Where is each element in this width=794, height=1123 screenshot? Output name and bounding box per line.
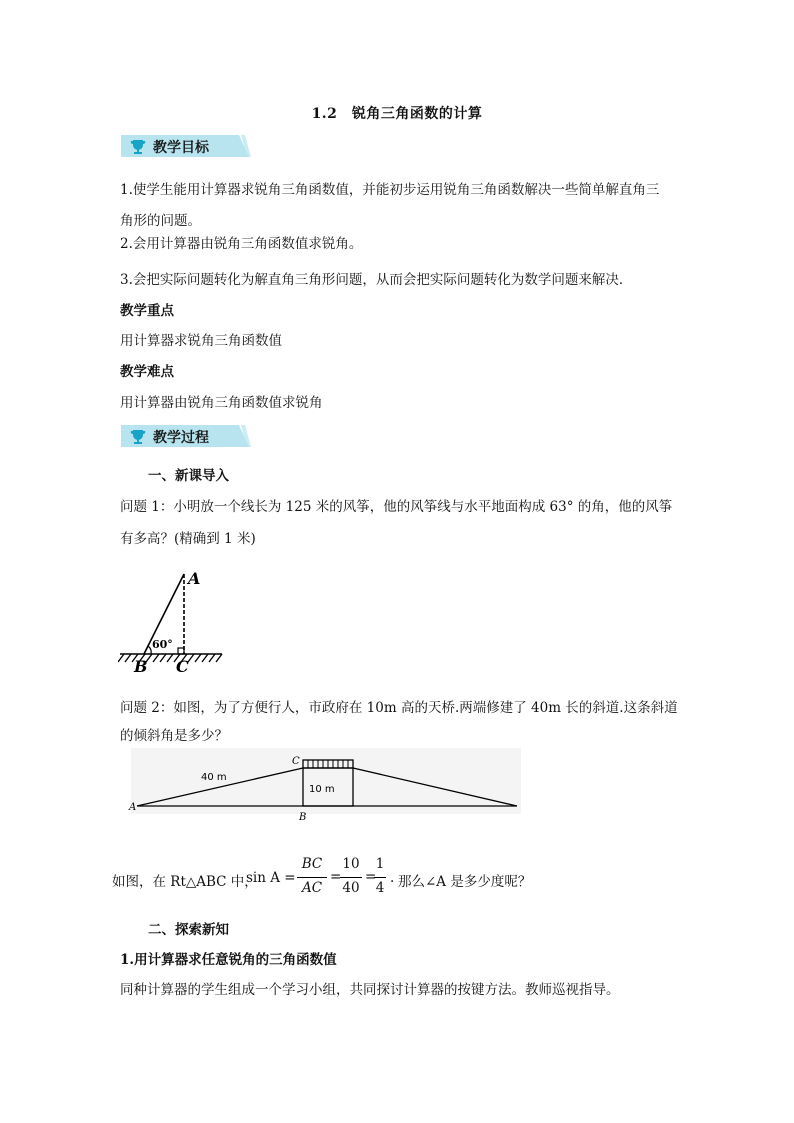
label-c: C — [292, 756, 300, 767]
section-badge-process — [121, 423, 251, 449]
fraction-denominator: 4 — [375, 880, 385, 896]
section1-heading: 一、新课导入 — [148, 468, 229, 484]
fraction-numerator: BC — [301, 856, 323, 872]
height-label: 10 m — [309, 784, 335, 795]
equals-sign: = — [330, 869, 342, 885]
slope-label: 40 m — [201, 772, 227, 783]
goal-item-1-line-2: 角形的问题。 — [120, 213, 201, 229]
fraction-bar — [297, 877, 327, 878]
subsection-1-text: 同种计算器的学生组成一个学习小组，共同探讨计算器的按键方法。教师巡视指导。 — [120, 982, 620, 998]
fraction-numerator: 10 — [342, 856, 360, 872]
question-1-line-1: 问题 1：小明放一个线长为 125 米的风筝，他的风筝线与水平地面构成 63° 的角，他的风筝 — [120, 499, 673, 515]
page-title: 1.2 锐角三角函数的计算 — [311, 106, 483, 122]
section-badge-goals — [121, 133, 251, 159]
goal-item-3: 3.会把实际问题转化为解直角三角形问题，从而会把实际问题转化为数学问题来解决． — [120, 272, 633, 288]
trophy-icon — [129, 138, 147, 156]
fraction-bar — [340, 877, 362, 878]
formula-sin: sin A = — [246, 870, 296, 886]
sine-formula — [112, 856, 672, 900]
subsection-1-heading: 1.用计算器求任意锐角的三角函数值 — [120, 952, 337, 968]
difficulty-heading: 教学难点 — [120, 364, 174, 380]
key-point-text: 用计算器求锐角三角函数值 — [120, 333, 282, 349]
question-1-line-2: 有多高？(精确到 1 米) — [120, 531, 256, 547]
label-b: B — [299, 812, 307, 822]
badge-label: 教学过程 — [153, 430, 209, 446]
angle-label: 60° — [152, 638, 173, 651]
goal-item-2: 2.会用计算器由锐角三角函数值求锐角。 — [120, 236, 363, 252]
kite-triangle-figure — [118, 566, 228, 676]
fraction-numerator: 1 — [375, 856, 385, 872]
question-2-line-2: 的倾斜角是多少？ — [120, 728, 228, 744]
formula-suffix: 那么∠A 是多少度呢？ — [398, 874, 532, 890]
bridge-ramp-figure — [125, 748, 525, 822]
period: . — [390, 870, 395, 886]
goal-item-1-line-1: 1.使学生能用计算器求锐角三角函数值，并能初步运用锐角三角函数解决一些简单解直角三 — [120, 182, 660, 198]
difficulty-text: 用计算器由锐角三角函数值求锐角 — [120, 395, 323, 411]
label-a: A — [188, 569, 201, 588]
trophy-icon — [129, 428, 147, 446]
fraction-denominator: AC — [301, 880, 323, 896]
label-a: A — [129, 802, 137, 813]
formula-prefix: 如图，在 Rt△ABC 中， — [112, 874, 258, 890]
equals-sign: = — [365, 869, 377, 885]
label-b: B — [134, 657, 148, 676]
question-2-line-1: 问题 2：如图，为了方便行人，市政府在 10m 高的天桥.两端修建了 40m 长的斜道.这条斜道 — [120, 700, 678, 716]
badge-label: 教学目标 — [153, 140, 209, 156]
key-point-heading: 教学重点 — [120, 303, 174, 319]
section2-heading: 二、探索新知 — [148, 922, 229, 938]
label-c: C — [176, 657, 189, 676]
fraction-denominator: 40 — [342, 880, 360, 896]
fraction-bar — [374, 877, 386, 878]
